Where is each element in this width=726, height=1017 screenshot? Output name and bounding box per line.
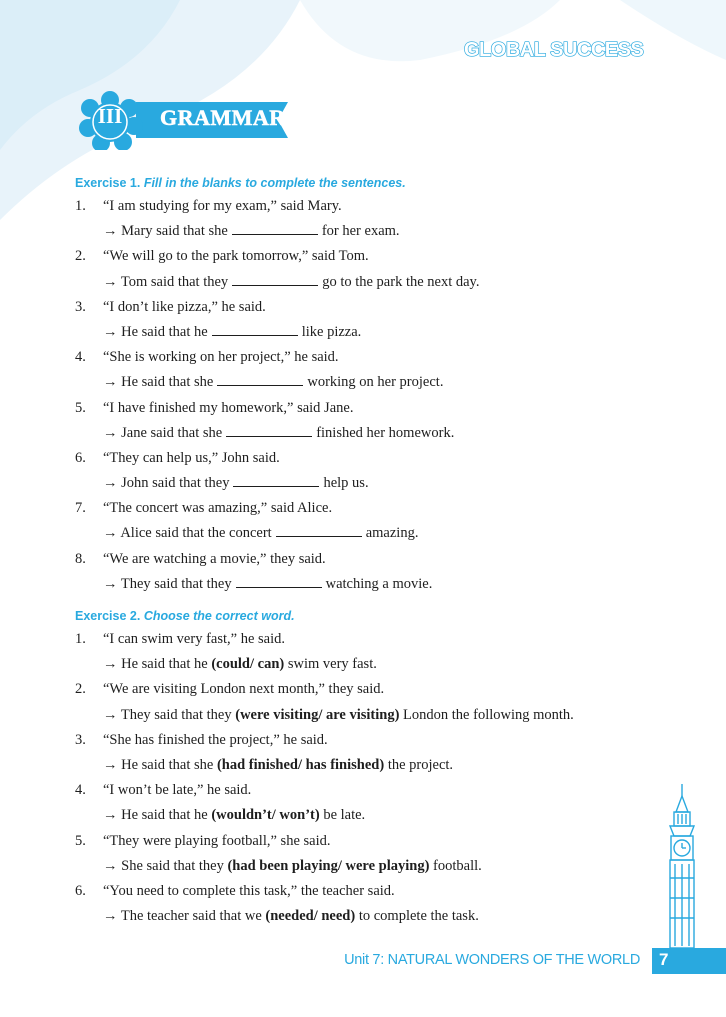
exercise-content: [75, 172, 665, 929]
word-choice[interactable]: (needed/ need): [265, 908, 356, 925]
item-quote: “You need to complete this task,” the teacher said.: [103, 882, 395, 899]
answer-suffix: football.: [433, 857, 482, 874]
answer-prefix: → Mary said that she: [103, 223, 228, 240]
exercise1-item: [75, 446, 665, 496]
exercise2-item: [75, 829, 665, 879]
item-number: 8.: [75, 550, 86, 567]
page-number: 7: [659, 950, 669, 969]
answer-suffix: like pizza.: [301, 323, 362, 340]
answer-suffix: for her exam.: [321, 223, 400, 240]
exercise1-item: [75, 194, 665, 244]
item-number: 1.: [75, 198, 86, 214]
item-quote: “They can help us,” John said.: [103, 449, 280, 466]
item-number: 2.: [75, 681, 86, 698]
item-number: 4.: [75, 349, 86, 366]
exercise1-item: [75, 295, 665, 345]
blank[interactable]: [232, 222, 318, 235]
answer-prefix: → Alice said that the concert: [103, 525, 272, 542]
answer-suffix: watching a movie.: [325, 575, 433, 592]
item-quote: “I have finished my homework,” said Jane.: [103, 399, 354, 416]
answer-suffix: help us.: [323, 475, 369, 492]
answer-prefix: → He said that she: [103, 374, 214, 391]
answer-prefix: → The teacher said that we: [103, 908, 262, 925]
section-number: III: [97, 104, 123, 128]
answer-prefix: → He said that he: [103, 323, 208, 340]
exercise2-item: [75, 879, 665, 929]
word-choice[interactable]: (wouldn’t/ won’t): [211, 807, 320, 824]
exercise1-item: [75, 345, 665, 395]
item-number: 5.: [75, 399, 86, 416]
item-quote: “She is working on her project,” he said.: [103, 349, 339, 366]
answer-suffix: go to the park the next day.: [322, 273, 480, 290]
blank[interactable]: [226, 424, 312, 437]
item-quote: “We will go to the park tomorrow,” said Tom.: [103, 248, 369, 265]
item-number: 1.: [75, 631, 86, 647]
answer-suffix: finished her homework.: [316, 424, 455, 441]
item-number: 3.: [75, 298, 86, 315]
exercise2-heading: [75, 605, 665, 627]
answer-prefix: → He said that he: [103, 656, 208, 673]
clock-tower-icon: [660, 782, 704, 950]
answer-suffix: swim very fast.: [287, 656, 377, 673]
answer-prefix: → She said that they: [103, 857, 224, 874]
item-quote: “We are visiting London next month,” they said.: [103, 681, 385, 698]
word-choice[interactable]: (could/ can): [211, 656, 285, 673]
answer-suffix: working on her project.: [307, 374, 444, 391]
word-choice[interactable]: (had finished/ has finished): [216, 756, 385, 773]
item-number: 6.: [75, 882, 86, 899]
section-title: GRAMMAR: [160, 105, 286, 130]
answer-suffix: London the following month.: [403, 706, 574, 723]
exercise1-instruction: Fill in the blanks to complete the sentences.: [143, 176, 406, 190]
item-number: 5.: [75, 832, 86, 849]
item-quote: “I don’t like pizza,” he said.: [103, 298, 266, 315]
answer-prefix: → Tom said that they: [103, 273, 229, 290]
exercise2-label: Exercise 2.: [75, 609, 141, 623]
item-number: 4.: [75, 782, 86, 799]
blank[interactable]: [236, 575, 322, 588]
answer-suffix: the project.: [387, 756, 454, 773]
blank[interactable]: [217, 373, 303, 386]
exercise1-item: [75, 496, 665, 546]
exercise2-item: [75, 728, 665, 778]
word-choice[interactable]: (were visiting/ are visiting): [235, 706, 400, 723]
item-quote: “I won’t be late,” he said.: [103, 782, 252, 799]
word-choice[interactable]: (had been playing/ were playing): [227, 857, 430, 874]
answer-suffix: amazing.: [365, 525, 419, 542]
blank[interactable]: [232, 273, 318, 286]
item-number: 6.: [75, 449, 86, 466]
answer-prefix: → Jane said that she: [103, 424, 223, 441]
item-number: 7.: [75, 500, 86, 517]
answer-prefix: → John said that they: [103, 475, 230, 492]
exercise2-item: [75, 677, 665, 727]
exercise2-item: [75, 778, 665, 828]
exercise1-item: [75, 547, 665, 597]
item-quote: “We are watching a movie,” they said.: [103, 550, 326, 567]
exercise2-instruction: Choose the correct word.: [143, 609, 295, 623]
blank[interactable]: [276, 524, 362, 537]
item-quote: “She has finished the project,” he said.: [103, 731, 328, 748]
unit-title: Unit 7: NATURAL WONDERS OF THE WORLD: [344, 952, 640, 968]
answer-prefix: → He said that he: [103, 807, 208, 824]
item-quote: “They were playing football,” she said.: [103, 832, 331, 849]
exercise2-item: [75, 627, 665, 677]
answer-prefix: → They said that they: [103, 706, 232, 723]
answer-prefix: → He said that she: [103, 756, 214, 773]
answer-suffix: to complete the task.: [358, 908, 479, 925]
exercise1-heading: [75, 172, 665, 194]
item-quote: “The concert was amazing,” said Alice.: [103, 500, 333, 517]
exercise1-item: [75, 244, 665, 294]
item-quote: “I can swim very fast,” he said.: [103, 631, 285, 647]
blank[interactable]: [212, 323, 298, 336]
exercise1-label: Exercise 1.: [75, 176, 141, 190]
item-number: 3.: [75, 731, 86, 748]
answer-suffix: be late.: [323, 807, 366, 824]
item-quote: “I am studying for my exam,” said Mary.: [103, 198, 342, 214]
page-footer: [0, 948, 726, 974]
brand-logo: GLOBAL SUCCESS: [464, 39, 644, 61]
exercise1-item: [75, 396, 665, 446]
item-number: 2.: [75, 248, 86, 265]
blank[interactable]: [233, 474, 319, 487]
answer-prefix: → They said that they: [103, 575, 232, 592]
